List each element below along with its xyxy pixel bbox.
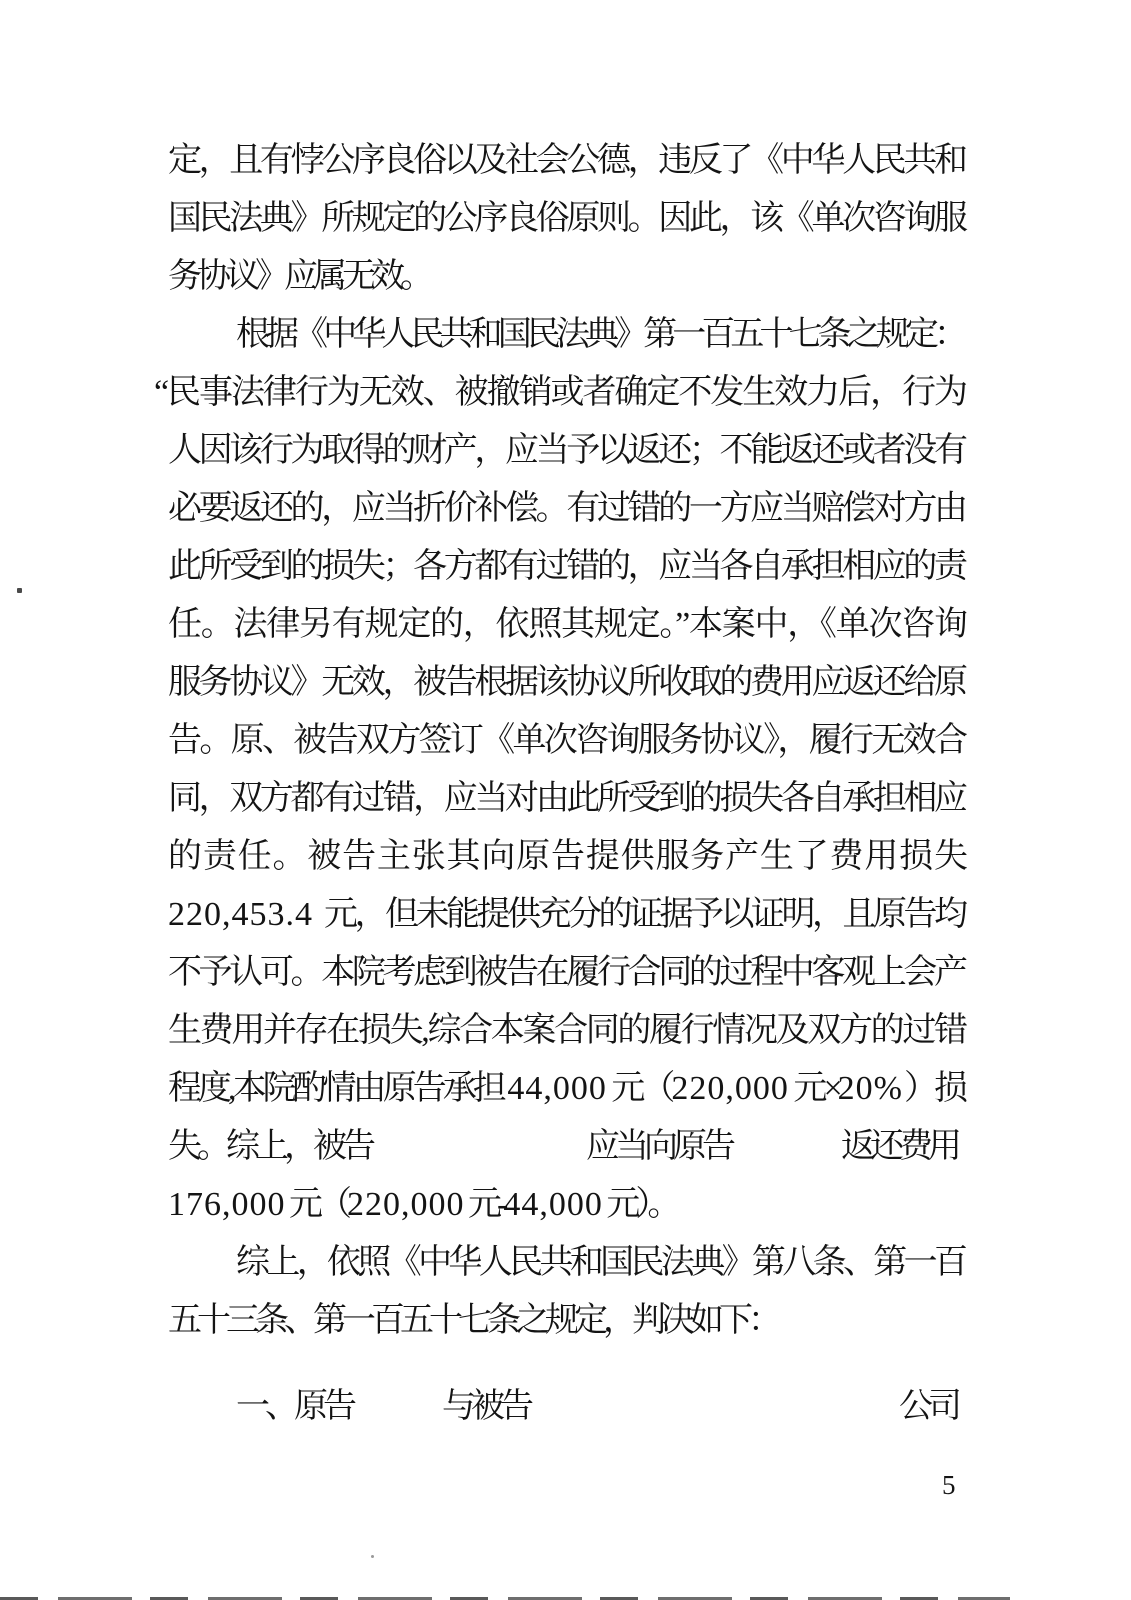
text-line: 生费用并存在损失,综合本案合同的履行情况及双方的过错 — [168, 1012, 963, 1049]
amount-total-fee: 220,000 — [671, 1070, 789, 1107]
redacted-defendant-name-gap — [371, 1155, 586, 1157]
text-segment: 元，但未能提供充分的证据予以证明，且原告均 — [324, 896, 963, 933]
text-segment: 返还费用 — [841, 1128, 957, 1165]
amount-claimed-loss: 220,453.4 — [168, 896, 324, 933]
text-line: 定，且有悖公序良俗以及社会公德，违反了《中华人民共和 — [168, 142, 963, 179]
redacted-defendant-name-gap — [529, 1415, 899, 1417]
text-line — [168, 1176, 963, 1234]
amount-total-fee: 220,000 — [347, 1186, 465, 1223]
text-segment: 一、原告 — [236, 1388, 352, 1425]
text-line: 人因该行为取得的财产，应当予以返还；不能返还或者没有 — [168, 432, 963, 469]
text-line: 告。原、被告双方签订《单次咨询服务协议》，履行无效合 — [168, 722, 963, 759]
scan-speck — [371, 1555, 374, 1558]
text-segment: 元（ — [606, 1070, 672, 1107]
amount-plaintiff-bears: 44,000 — [507, 1070, 607, 1107]
percentage: 20% — [837, 1070, 903, 1107]
amount-deduction: 44,000 — [503, 1186, 603, 1223]
redacted-plaintiff-name-gap — [352, 1415, 442, 1417]
judgment-item-line — [168, 1378, 963, 1436]
text-line: 不予认可。本院考虑到被告在履行合同的过程中客观上会产 — [168, 954, 963, 991]
text-line — [168, 1060, 963, 1118]
amount-refund: 176,000 — [168, 1186, 286, 1223]
text-line: 必要返还的，应当折价补偿。有过错的一方应当赔偿对方由 — [168, 490, 963, 527]
text-segment: 与被告 — [442, 1388, 529, 1425]
text-line: 五十三条、第一百五十七条之规定，判决如下： — [168, 1302, 777, 1339]
judgment-text-block — [154, 132, 964, 1436]
text-line-with-redactions — [168, 1118, 963, 1176]
text-segment: 元- — [464, 1186, 504, 1223]
text-segment: 失。综上，被告 — [168, 1128, 371, 1165]
text-line: 国民法典》所规定的公序良俗原则。因此，该《单次咨询服 — [168, 200, 963, 237]
text-line: 同，双方都有过错，应当对由此所受到的损失各自承担相应 — [168, 780, 963, 817]
text-segment: 元（ — [285, 1186, 347, 1223]
redacted-plaintiff-name-gap — [731, 1155, 841, 1157]
scan-speck — [17, 588, 22, 593]
text-segment: 元）。 — [602, 1186, 677, 1223]
text-segment: 应当向原告 — [586, 1128, 731, 1165]
text-segment: ）损 — [902, 1070, 964, 1107]
text-line: 综上，依照《中华人民共和国民法典》第八条、第一百 — [236, 1244, 963, 1281]
text-line: 任。法律另有规定的，依照其规定。”本案中，《单次咨询 — [168, 606, 963, 643]
text-line: “民事法律行为无效、被撤销或者确定不发生效力后，行为 — [154, 374, 963, 411]
text-line: 服务协议》无效，被告根据该协议所收取的费用应返还给原 — [168, 664, 963, 701]
text-segment: 元× — [788, 1070, 838, 1107]
text-line: 此所受到的损失；各方都有过错的，应当各自承担相应的责 — [168, 548, 963, 585]
text-line: 的责任。被告主张其向原告提供服务产生了费用损失 — [168, 838, 963, 875]
text-line: 务协议》应属无效。 — [168, 258, 429, 295]
page-number: 5 — [942, 1470, 956, 1500]
text-segment: 程度,本院酌情由原告承担 — [168, 1070, 508, 1107]
text-line — [168, 886, 963, 944]
text-segment: 公司 — [899, 1388, 957, 1425]
text-line: 根据《中华人民共和国民法典》第一百五十七条之规定： — [236, 316, 963, 353]
